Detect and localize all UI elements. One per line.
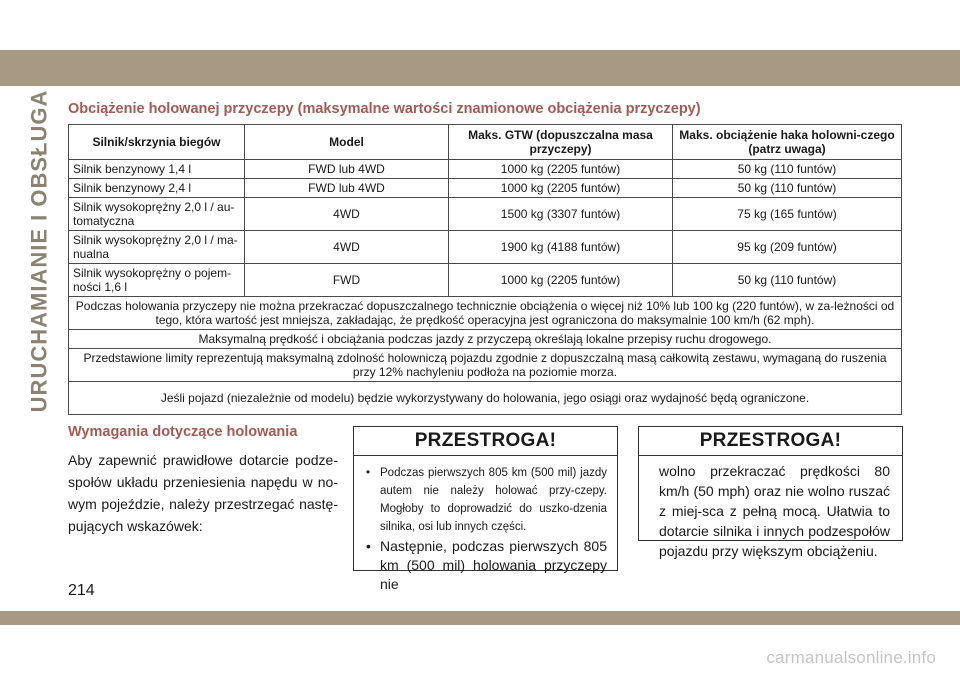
table-note: Przedstawione limity reprezentują maksymalną zdolność holowniczą pojazdu zgodnie z dopuszczalną masą całkowitą zestawu, wymaganą do ruszenia przy 12% nachyleniu podłoża na poziomie morza. xyxy=(69,349,902,382)
table-cell-engine: Silnik wysokoprężny 2,0 l / au-tomatyczna xyxy=(69,198,245,231)
table-note-row xyxy=(69,349,902,382)
warning-list xyxy=(354,456,617,594)
requirements-title: Wymagania dotyczące holowania xyxy=(68,424,298,440)
table-cell-gtw: 1500 kg (3307 funtów) xyxy=(449,198,673,231)
table-cell-gtw: 1000 kg (2205 funtów) xyxy=(449,179,673,198)
header-band xyxy=(0,50,960,86)
chapter-side-label xyxy=(22,86,56,416)
list-item: • Podczas pierwszych 805 km (500 mil) jazdy autem nie należy holować przy-czepy. Mogłoby to doprowadzić do uszko-dzenia silnika, osi lub innych części. xyxy=(366,464,607,536)
table-cell-model: 4WD xyxy=(245,231,449,264)
watermark: carmanualsonline.info xyxy=(766,648,936,667)
warning-title: PRZESTROGA! xyxy=(354,427,617,456)
table-note: Maksymalną prędkość i obciążania podczas jazdy z przyczepą określają lokalne przepisy ruchu drogowego. xyxy=(69,330,902,349)
table-cell-engine: Silnik wysokoprężny o pojem-ności 1,6 l xyxy=(69,264,245,297)
table-note: Jeśli pojazd (niezależnie od modelu) będzie wykorzystywany do holowania, jego osiągi oraz wydajność będą ograniczone. xyxy=(69,382,902,415)
towing-load-table xyxy=(68,124,902,415)
column-header-engine: Silnik/skrzynia biegów xyxy=(69,125,245,160)
table-cell-model: FWD xyxy=(245,264,449,297)
table-cell-hitch: 95 kg (209 funtów) xyxy=(673,231,902,264)
footer-band xyxy=(0,611,960,625)
table-cell-hitch: 50 kg (110 funtów) xyxy=(673,160,902,179)
page-number: 214 xyxy=(68,582,95,599)
section-title: Obciążenie holowanej przyczepy (maksymalne wartości znamionowe obciążenia przyczepy) xyxy=(68,101,701,117)
table-cell-hitch: 75 kg (165 funtów) xyxy=(673,198,902,231)
table-cell-model: FWD lub 4WD xyxy=(245,179,449,198)
requirements-text: Aby zapewnić prawidłowe dotarcie podze-społów układu przeniesienia napędu w no-wym pojeździe, należy przestrzegać nastę-pujących wskazówek: xyxy=(68,452,338,534)
table-cell-engine: Silnik benzynowy 2,4 l xyxy=(69,179,245,198)
column-header-model: Model xyxy=(245,125,449,160)
warning-title: PRZESTROGA! xyxy=(639,427,902,456)
table-note-row xyxy=(69,382,902,415)
table-row xyxy=(69,198,902,231)
table-note: Podczas holowania przyczepy nie można przekraczać dopuszczalnego technicznie obciążenia o więcej niż 10% lub 100 kg (220 funtów), w za-leżności od tego, która wartość jest mniejsza, zakładając, że prędkość operacyjna jest ograniczona do maksymalnie 100 km/h (62 mph). xyxy=(69,297,902,330)
warning-text: wolno przekraczać prędkości 80 km/h (50 mph) oraz nie wolno ruszać z miej-sca z pełną mocą. Ułatwia to dotarcie silnika i innych podzespołów pojazdu przy większym obciążeniu. xyxy=(659,463,890,559)
table-row xyxy=(69,264,902,297)
table-cell-gtw: 1000 kg (2205 funtów) xyxy=(449,160,673,179)
table-cell-hitch: 50 kg (110 funtów) xyxy=(673,264,902,297)
table-cell-hitch: 50 kg (110 funtów) xyxy=(673,179,902,198)
table-note-row xyxy=(69,330,902,349)
table-header-row xyxy=(69,125,902,160)
column-header-max-hitch-load: Maks. obciążenie haka holowni-czego (patrz uwaga) xyxy=(673,125,902,160)
table-row xyxy=(69,160,902,179)
chapter-side-label-text: URUCHAMIANIE I OBSŁUGA xyxy=(26,89,52,413)
warning-box-2 xyxy=(638,426,903,559)
table-cell-model: FWD lub 4WD xyxy=(245,160,449,179)
table-row xyxy=(69,231,902,264)
table-row xyxy=(69,179,902,198)
list-item: • Następnie, podczas pierwszych 805 km (500 mil) holowania przyczepy nie xyxy=(366,537,607,594)
column-header-max-gtw: Maks. GTW (dopuszczalna masa przyczepy) xyxy=(449,125,673,160)
table-cell-gtw: 1900 kg (4188 funtów) xyxy=(449,231,673,264)
table-cell-model: 4WD xyxy=(245,198,449,231)
table-cell-engine: Silnik wysokoprężny 2,0 l / ma-nualna xyxy=(69,231,245,264)
table-cell-engine: Silnik benzynowy 1,4 l xyxy=(69,160,245,179)
warning-box-1 xyxy=(353,426,618,592)
table-cell-gtw: 1000 kg (2205 funtów) xyxy=(449,264,673,297)
table-note-row xyxy=(69,297,902,330)
